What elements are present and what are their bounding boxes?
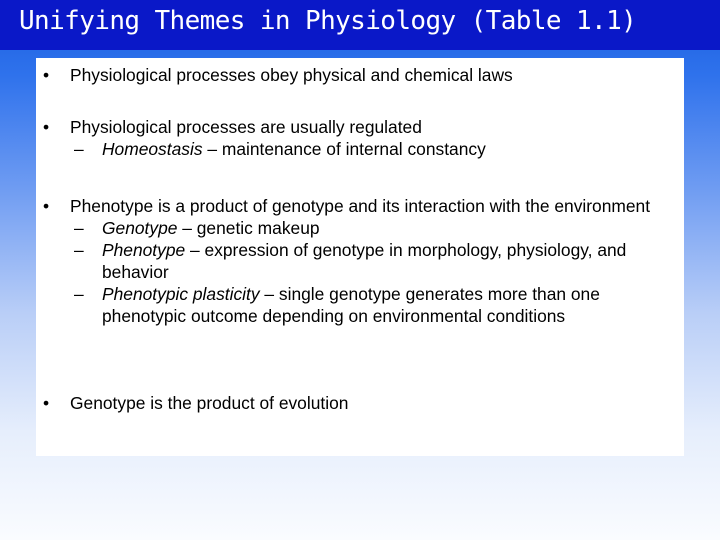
dash-icon: – — [74, 139, 84, 159]
bullet-item — [36, 64, 676, 86]
term-separator: – — [202, 139, 222, 159]
term: Phenotypic plasticity — [102, 284, 260, 304]
dash-icon: – — [74, 218, 84, 238]
term: Phenotype — [102, 240, 186, 260]
content-box — [36, 58, 684, 456]
term-separator: – — [259, 284, 279, 304]
sub-item — [74, 138, 680, 160]
definition: genetic makeup — [196, 218, 320, 238]
definition: maintenance of internal constancy — [221, 139, 486, 159]
sub-list — [36, 138, 676, 160]
bullet-icon: • — [43, 196, 50, 216]
bullet-icon: • — [43, 117, 50, 137]
bullet-item — [36, 116, 676, 160]
bullet-icon: • — [43, 393, 50, 413]
sub-item — [74, 283, 680, 327]
dash-icon: – — [74, 284, 84, 304]
bullet-text: Physiological processes obey physical and chemical laws — [70, 65, 513, 85]
term-separator: – — [185, 240, 205, 260]
bullet-item — [36, 195, 676, 327]
bullet-icon: • — [43, 65, 50, 85]
term: Genotype — [102, 218, 178, 238]
title-bar — [0, 0, 720, 50]
slide-title: Unifying Themes in Physiology (Table 1.1) — [19, 6, 637, 36]
term-separator: – — [177, 218, 197, 238]
dash-icon: – — [74, 240, 84, 260]
sub-list — [36, 217, 676, 327]
bullet-item — [36, 392, 676, 414]
definition: expression of genotype in morphology, physiology, and behavior — [102, 240, 627, 282]
sub-item — [74, 217, 680, 239]
bullet-text: Physiological processes are usually regulated — [70, 117, 422, 137]
bullet-text: Genotype is the product of evolution — [70, 393, 349, 413]
term: Homeostasis — [102, 139, 203, 159]
bullet-text: Phenotype is a product of genotype and its interaction with the environment — [70, 196, 651, 216]
definition: single genotype generates more than one phenotypic outcome depending on environmental conditions — [102, 284, 600, 326]
sub-item — [74, 239, 680, 283]
